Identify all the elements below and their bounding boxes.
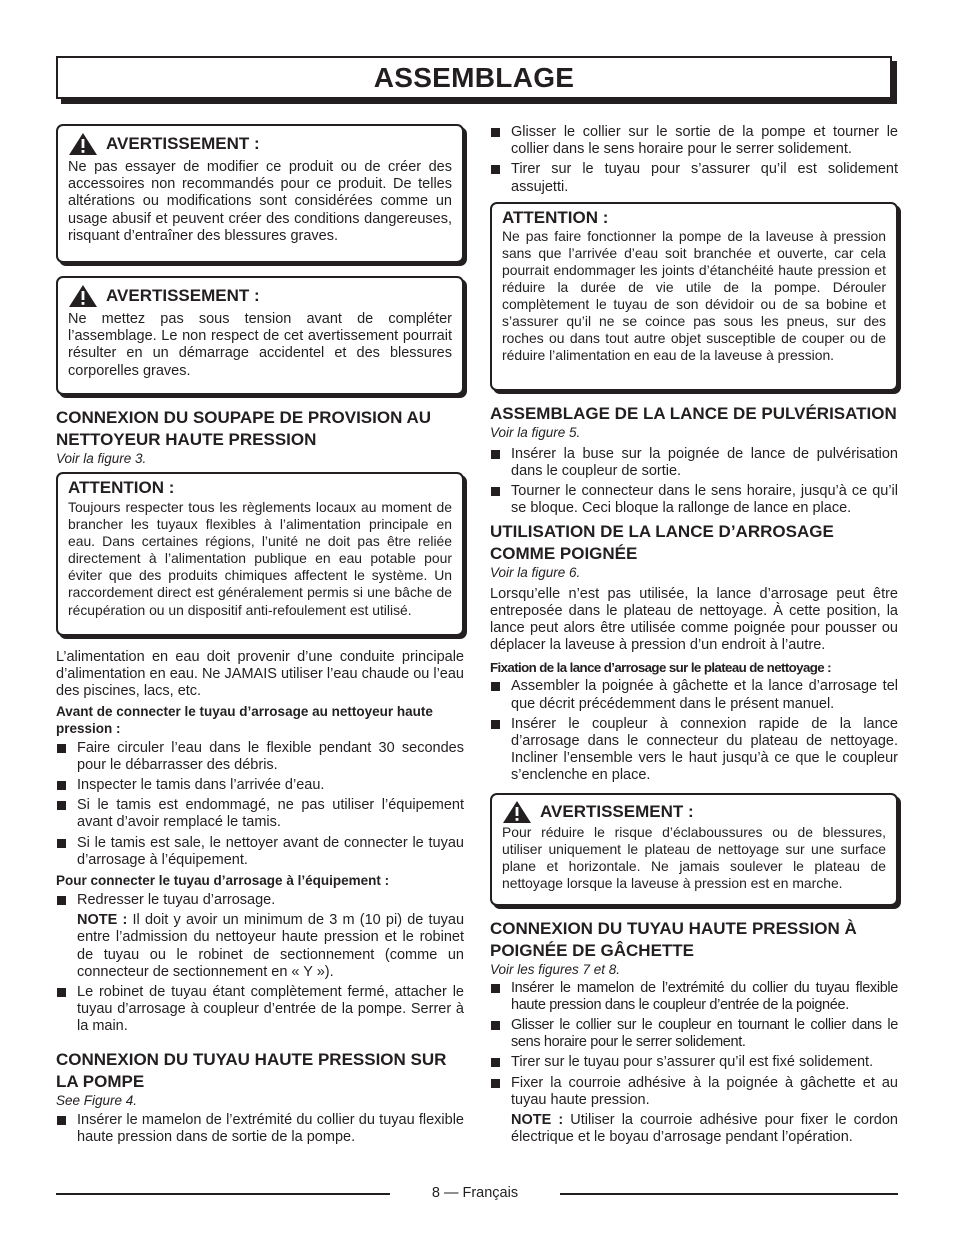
right-column: [490, 124, 898, 1149]
list-item: Glisser le collier sur le coupleur en tournant le collier dans le sens horaire pour le serrer solidement.: [490, 1017, 898, 1051]
page-title-box: [56, 56, 892, 99]
page-title: ASSEMBLAGE: [373, 62, 575, 93]
attention-box-water-inlet: [490, 202, 898, 391]
pre-connection-list: [56, 740, 464, 869]
section-heading-spray-wand: ASSEMBLAGE DE LA LANCE DE PULVÉRISATION: [490, 403, 897, 423]
figure-reference: See Figure 4.: [56, 1092, 138, 1108]
pump-collar-list: [490, 124, 898, 196]
note-label: NOTE :: [511, 1112, 564, 1129]
list-item: Glisser le collier sur le sortie de la pompe et tourner le collier dans le sens horaire pour le serrer solidement.: [490, 124, 898, 158]
list-item: Tourner le connecteur dans le sens horaire, jusqu’à ce qu’il se bloque. Ceci bloque la rallonge de lance en place.: [490, 483, 898, 517]
pre-connection-lead: Avant de connecter le tuyau d’arrosage au nettoyeur haute pression :: [56, 703, 433, 736]
figure-reference: Voir la figure 6.: [490, 564, 581, 580]
garden-hose-list: [56, 892, 464, 1036]
attention-box-regulations: [56, 472, 464, 636]
warning-text: Ne mettez pas sous tension avant de compléter l’assemblage. Le non respect de cet avertissement pourrait résulter en un démarrage accidentel et des blessures corporelles graves.: [68, 311, 452, 379]
water-supply-paragraph: L’alimentation en eau doit provenir d’une conduite principale d’alimentation en eau. Ne JAMAIS utiliser l’eau chaude ou l’eau des piscines, lacs, etc.: [56, 649, 464, 700]
section-heading-pump-hose: CONNEXION DU TUYAU HAUTE PRESSION SUR LA POMPE: [56, 1049, 447, 1091]
warning-title: AVERTISSEMENT :: [106, 286, 260, 305]
list-item: Tirer sur le tuyau pour s’assurer qu’il est solidement assujetti.: [490, 161, 898, 195]
warning-box-tray: [490, 793, 898, 906]
list-item: Assembler la poignée à gâchette et la lance d’arrosage tel que décrit précédemment dans le présent manuel.: [490, 678, 898, 712]
left-column: [56, 124, 464, 1149]
figure-reference: Voir la figure 5.: [490, 424, 581, 440]
list-item: Tirer sur le tuyau pour s’assurer qu’il est fixé solidement.: [490, 1054, 898, 1071]
garden-hose-lead: Pour connecter le tuyau d’arrosage à l’équipement :: [56, 873, 390, 889]
page-footer: [56, 1183, 898, 1203]
section-heading-wand-handle: UTILISATION DE LA LANCE D’ARROSAGE COMME POIGNÉE: [490, 521, 834, 563]
wand-storage-paragraph: Lorsqu’elle n’est pas utilisée, la lance d’arrosage peut être entreposée dans le plateau de nettoyage. À cette position, la lance peut alors être utilisée comme poignée pour pousser ou déplacer la laveuse à pression d’un endroit à l’autre.: [490, 585, 898, 654]
figure-reference: Voir la figure 3.: [56, 451, 147, 466]
warning-triangle-icon: [68, 132, 98, 156]
wand-tray-list: [490, 678, 898, 784]
note: [77, 912, 464, 981]
list-item: Insérer la buse sur la poignée de lance de pulvérisation dans le coupleur de sortie.: [490, 446, 898, 480]
attention-text: Ne pas faire fonctionner la pompe de la laveuse à pression sans que l’arrivée d’eau soit branchée et ouverte, car cela pourrait endommager les joints d’étanchéité haute pression et réduire la durée de vie utile de la pompe. Dérouler complètement le tuyau de son dévidoir ou de sa bobine et s’assurer qu’il ne se coince pas sous les pneus, sur des roches ou dans tout autre objet susceptible de couper ou de réduire l’alimentation en eau de la laveuse à pression.: [502, 227, 886, 364]
wand-tray-lead: Fixation de la lance d’arrosage sur le plateau de nettoyage :: [490, 660, 831, 676]
list-item: Si le tamis est endommagé, ne pas utiliser l’équipement avant d’avoir remplacé le tamis.: [56, 797, 464, 831]
attention-title: ATTENTION :: [68, 478, 175, 497]
note-text: Il doit y avoir un minimum de 3 m (10 pi) de tuyau entre l’admission du nettoyeur haute pression et le robinet de tuyau ou le robinet de sectionnement (comme un connecteur de sectionnement en « Y »).: [77, 912, 465, 980]
attention-title: ATTENTION :: [502, 207, 609, 227]
footer-rule-left: [56, 1193, 390, 1195]
note-text: Utiliser la courroie adhésive pour fixer le cordon électrique et le boyau d’arrosage pendant l’opération.: [511, 1112, 898, 1146]
figure-reference: Voir les figures 7 et 8.: [490, 961, 621, 977]
list-item: Redresser le tuyau d’arrosage. NOTE : Il doit y avoir un minimum de 3 m (10 pi) de tuyau entre l’admission du nettoyeur haute pression et le robinet de tuyau ou le robinet de sectionnement (comme un connecteur de sectionnement en « Y »).: [56, 892, 464, 981]
page-number: 8 — Français: [431, 1185, 519, 1201]
warning-text: Ne pas essayer de modifier ce produit ou de créer des accessoires non recommandés pour ce produit. De telles altérations ou modifications sont considérées comme un usage abusif et peuvent créer des conditions dangereuses, risquant d’entraîner des blessures graves.: [68, 159, 452, 244]
list-item: Faire circuler l’eau dans le flexible pendant 30 secondes pour le débarrasser des débris.: [56, 740, 464, 774]
list-item: Insérer le coupleur à connexion rapide de la lance d’arrosage dans le connecteur du plateau de nettoyage. Incliner l’ensemble vers le haut jusqu’à ce que le coupleur s’enclenche en place.: [490, 716, 898, 785]
list-item: Insérer le mamelon de l’extrémité du collier du tuyau flexible haute pression dans le coupleur d’entrée de la poignée.: [490, 980, 898, 1014]
note-label: NOTE :: [77, 912, 128, 929]
section-heading-trigger-handle: CONNEXION DU TUYAU HAUTE PRESSION À POIGNÉE DE GÂCHETTE: [490, 918, 857, 960]
pump-hose-list: [56, 1112, 464, 1146]
attention-text: Toujours respecter tous les règlements locaux au moment de brancher les tuyaux flexibles à l’alimentation principale en eau. Dans certaines régions, l’unité ne doit pas être reliée directement à l’alimentation publique en eau potable pour éviter que des produits chimiques affectent le système. Un raccordement direct est généralement permis si une bâche de récupération ou un dispositif anti-refoulement est utilisé.: [68, 499, 452, 618]
list-item: Le robinet de tuyau étant complètement fermé, attacher le tuyau d’arrosage à coupleur d’entrée de la pompe. Serrer à la main.: [56, 984, 464, 1036]
warning-box-power: [56, 276, 464, 395]
trigger-handle-list: [490, 980, 898, 1147]
footer-rule-right: [560, 1193, 898, 1195]
note: [511, 1112, 898, 1146]
warning-title: AVERTISSEMENT :: [540, 801, 694, 821]
section-heading-supply-valve: CONNEXION DU SOUPAPE DE PROVISION AU NETTOYEUR HAUTE PRESSION: [56, 408, 431, 449]
list-item: Si le tamis est sale, le nettoyer avant de connecter le tuyau d’arrosage à l’équipement.: [56, 835, 464, 869]
list-item: Insérer le mamelon de l’extrémité du collier du tuyau flexible haute pression dans de sortie de la pompe.: [56, 1112, 464, 1146]
warning-box-modification: [56, 124, 464, 263]
warning-triangle-icon: [502, 800, 532, 824]
list-item: Inspecter le tamis dans l’arrivée d’eau.: [56, 777, 464, 794]
spray-wand-list: [490, 446, 898, 518]
warning-text: Pour réduire le risque d’éclaboussures ou de blessures, utiliser uniquement le plateau de nettoyage sur une surface plane et horizontale. Ne jamais soulever le plateau de nettoyage lorsque la laveuse à pression est en marche.: [502, 823, 886, 891]
list-item: Fixer la courroie adhésive à la poignée à gâchette et au tuyau haute pression. NOTE : Utiliser la courroie adhésive pour fixer le cordon électrique et le boyau d’arrosage pendant l’opération.: [490, 1075, 898, 1147]
warning-triangle-icon: [68, 284, 98, 308]
warning-title: AVERTISSEMENT :: [106, 134, 260, 153]
